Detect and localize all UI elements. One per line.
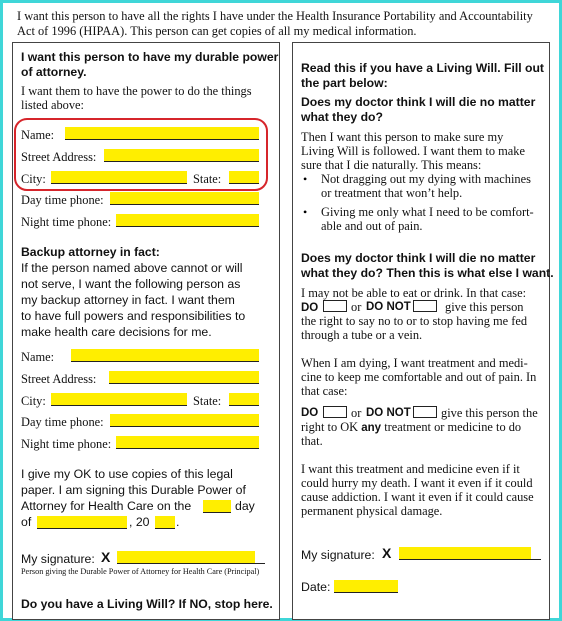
backup-text-line-5: make health care decisions for me. [21, 325, 212, 339]
hurry-text-line-4: permanent physical damage. [301, 504, 443, 518]
signature-line-tail [255, 563, 265, 564]
ok-text-of: of [21, 515, 32, 529]
bullet-1-line-1: Not dragging out my dying with machines [321, 172, 531, 186]
bullet-2-line-2: able and out of pain. [321, 219, 423, 233]
day-phone-field[interactable] [110, 192, 259, 205]
backup-street-address-label: Street Address: [21, 372, 97, 386]
signature-x-mark: X [101, 549, 111, 565]
primary-agent-callout [14, 118, 268, 191]
q1-text-line-2: Living Will is followed. I want them to make [301, 144, 525, 158]
poa-heading-line-1: I want this person to have my durable power [21, 50, 279, 64]
date-label: Date: [301, 580, 331, 594]
ok-text-period: . [176, 515, 180, 529]
question-2-line-1: Does my doctor think I will die no matter [301, 251, 536, 265]
backup-text-line-4: to have full powers and responsibilities to [21, 309, 246, 323]
city-label: City: [21, 172, 46, 186]
eat-do-not-checkbox[interactable] [413, 300, 437, 312]
question-1-line-1: Does my doctor think I will die no matter [301, 95, 536, 109]
hurry-text-line-2: could hurry my death. I want it even if it could [301, 476, 533, 490]
hurry-text-line-3: cause addiction. I want it even if it could cause [301, 490, 534, 504]
eat-text-line-2-tail: give this person [445, 300, 524, 314]
eat-text-line-3: the right to say no to or to stop having me fed [301, 314, 528, 328]
backup-name-field[interactable] [71, 349, 259, 362]
q1-text-line-3: sure that I die naturally. This means: [301, 158, 482, 172]
treatment-right-to-ok: right to OK [301, 420, 359, 434]
night-phone-field[interactable] [116, 214, 259, 227]
backup-city-label: City: [21, 394, 46, 408]
night-phone-label: Night time phone: [21, 215, 112, 229]
treatment-text-line-2 [301, 420, 521, 436]
backup-heading: Backup attorney in fact: [21, 245, 160, 259]
read-heading-line-1: Read this if you have a Living Will. Fill out [301, 61, 544, 75]
eat-text-line-1: I may not be able to eat or drink. In that case: [301, 286, 527, 300]
right-column [292, 42, 554, 620]
signing-day-field[interactable] [203, 500, 231, 513]
living-will-signature-label: My signature: [301, 548, 375, 562]
treatment-line-2-rest: treatment or medicine to do [384, 420, 522, 434]
principal-signature-label: My signature: [21, 552, 95, 566]
intro-line-2: Act of 1996 (HIPAA). This person can get copies of all my medical information. [17, 24, 417, 38]
question-1-line-2: what they do? [301, 110, 383, 124]
dying-text-line-3: that case: [301, 384, 348, 398]
hipaa-intro [17, 9, 553, 39]
backup-night-phone-field[interactable] [116, 436, 259, 449]
backup-night-phone-label: Night time phone: [21, 437, 112, 451]
name-label: Name: [21, 128, 55, 142]
signing-month-field[interactable] [37, 516, 127, 529]
living-will-question: Do you have a Living Will? If NO, stop here. [21, 597, 273, 611]
backup-street-address-field[interactable] [109, 371, 259, 384]
treatment-do-label: DO [301, 407, 319, 419]
eat-or-label: or [351, 300, 362, 314]
treatment-do-checkbox[interactable] [323, 406, 347, 418]
ok-text-line-3: Attorney for Health Care on the [21, 499, 192, 513]
backup-city-field[interactable] [51, 393, 187, 406]
day-word: day [235, 499, 255, 513]
backup-day-phone-field[interactable] [110, 414, 259, 427]
hurry-text-line-1: I want this treatment and medicine even if it [301, 462, 520, 476]
ok-text-year-prefix: , 20 [129, 515, 150, 529]
backup-text-line-1: If the person named above cannot or will [21, 261, 243, 275]
treatment-or-label: or [351, 406, 362, 420]
poa-text-line-2: listed above: [21, 98, 84, 112]
backup-text-line-2: not serve, I want the following person as [21, 277, 241, 291]
backup-state-field[interactable] [229, 393, 259, 406]
ok-text-line-2: paper. I am signing this Durable Power of [21, 483, 246, 497]
treatment-text-line-1-tail: give this person the [441, 406, 538, 420]
bullet-1-line-2: or treatment that won’t help. [321, 186, 463, 200]
principal-signature-caption: Person giving the Durable Power of Attorney for Health Care (Principal) [21, 567, 260, 576]
poa-text-line-1: I want them to have the power to do the things [21, 84, 252, 98]
eat-do-not-label: DO NOT [366, 301, 411, 313]
intro-line-1: I want this person to have all the rights I have under the Health Insurance Portability and Accountability [17, 9, 533, 23]
dying-text-line-2: cine to keep me comfortable and out of pain. In [301, 370, 537, 384]
living-will-signature-field[interactable] [399, 547, 531, 560]
question-2-line-2: what they do? Then this is what else I want. [301, 266, 554, 280]
treatment-any: any [361, 422, 382, 434]
q1-text-line-1: Then I want this person to make sure my [301, 130, 504, 144]
principal-signature-field[interactable] [117, 551, 255, 564]
read-heading-line-2: the part below: [301, 76, 388, 90]
backup-text-line-3: my backup attorney in fact. I want them [21, 293, 235, 307]
living-will-signature-line-tail [531, 559, 541, 560]
eat-do-checkbox[interactable] [323, 300, 347, 312]
bullet-2-dot: • [303, 205, 308, 219]
backup-name-label: Name: [21, 350, 55, 364]
eat-do-label: DO [301, 302, 319, 314]
poa-heading-line-2: of attorney. [21, 65, 87, 79]
backup-day-phone-label: Day time phone: [21, 415, 104, 429]
treatment-do-not-checkbox[interactable] [413, 406, 437, 418]
treatment-do-not-label: DO NOT [366, 407, 411, 419]
backup-state-label: State: [193, 394, 222, 408]
bullet-2-line-1: Giving me only what I need to be comfort- [321, 205, 534, 219]
signing-year-field[interactable] [155, 516, 175, 529]
date-field[interactable] [334, 580, 398, 593]
day-phone-label: Day time phone: [21, 193, 104, 207]
ok-text-line-1: I give my OK to use copies of this legal [21, 467, 233, 481]
dying-text-line-1: When I am dying, I want treatment and medi- [301, 356, 528, 370]
living-will-signature-x-mark: X [382, 545, 392, 561]
bullet-1-dot: • [303, 172, 308, 186]
street-address-label: Street Address: [21, 150, 97, 164]
treatment-text-line-3: that. [301, 434, 323, 448]
state-label: State: [193, 172, 222, 186]
eat-text-line-4: through a tube or a vein. [301, 328, 423, 342]
